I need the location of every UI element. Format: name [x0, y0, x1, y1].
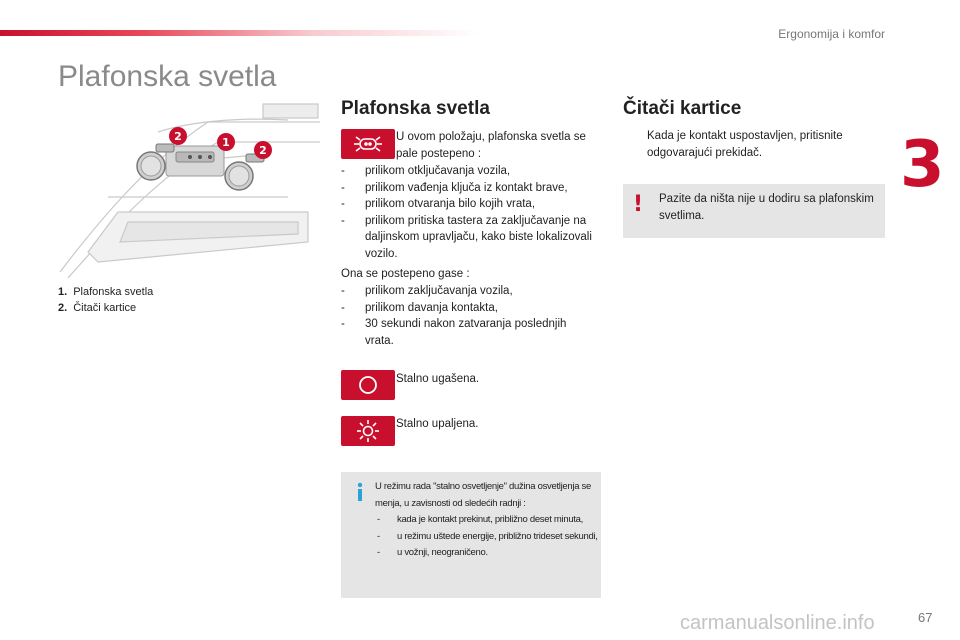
info-icon [353, 482, 367, 502]
off-intro: Ona se postepeno gase : [341, 268, 470, 280]
page-number: 67 [918, 610, 933, 625]
list-item: - prilikom zaključavanja vozila, [341, 283, 596, 300]
card-reader-instruction: Kada je kontakt uspostavljen, pritisnite odgovarajući prekidač. [647, 130, 843, 159]
svg-text:1: 1 [222, 136, 230, 149]
list-item: - prilikom otključavanja vozila, [341, 163, 596, 180]
page-title: Plafonska svetla [58, 60, 277, 93]
off-conditions-list [341, 283, 596, 349]
section-title-card-readers: Čitači kartice [623, 98, 742, 119]
callout-2-left [169, 127, 187, 145]
circle-off-icon [341, 370, 395, 400]
illustration-legend [58, 284, 153, 316]
watermark: carmanualsonline.info [680, 612, 875, 634]
warning-text: Pazite da ništa nije u dodiru sa plafonskim svetlima. [659, 193, 874, 222]
mode-off-label: Stalno ugašena. [396, 373, 480, 385]
section-title-ceiling-lights: Plafonska svetla [341, 98, 490, 119]
on-conditions-list [341, 163, 596, 262]
list-item: - kada je kontakt prekinut, približno deset minuta, [375, 512, 599, 529]
legend-item: 2. Čitači kartice [58, 302, 137, 314]
auto-mode-description: U ovom položaju, plafonska svetla se pale postepeno : [396, 131, 586, 160]
chapter-number: 3 [900, 128, 945, 202]
header-accent-bar [0, 30, 480, 36]
warning-box [623, 184, 885, 238]
ceiling-console-illustration [58, 102, 320, 278]
legend-item: 1. Plafonska svetla [58, 286, 154, 298]
mode-on-label: Stalno upaljena. [396, 418, 479, 430]
list-item: - prilikom otvaranja bilo kojih vrata, [341, 196, 596, 213]
list-item: - u režimu uštede energije, približno trideset sekundi, [375, 529, 599, 546]
list-item: - prilikom pritiska tastera za zaključavanje na daljinskom upravljaču, kako biste lokalizovali vozilo. [341, 213, 596, 263]
door-lamp-icon [341, 129, 395, 159]
svg-text:2: 2 [259, 144, 267, 157]
list-item: - prilikom vađenja ključa iz kontakt brave, [341, 180, 596, 197]
list-item: - u vožnji, neograničeno. [375, 545, 599, 562]
section-header: Ergonomija i komfor [778, 27, 885, 41]
callout-1 [217, 133, 235, 151]
info-box [341, 472, 601, 598]
list-item: - prilikom davanja kontakta, [341, 300, 596, 317]
svg-text:2: 2 [174, 130, 182, 143]
sun-lamp-icon [341, 416, 395, 446]
callout-2-right [254, 141, 272, 159]
exclamation-icon: ! [633, 192, 644, 217]
info-intro: U režimu rada "stalno osvetljenje" dužina osvetljenja se menja, u zavisnosti od sledećih radnji : [375, 481, 591, 509]
list-item: - 30 sekundi nakon zatvaranja poslednjih vrata. [341, 316, 596, 349]
